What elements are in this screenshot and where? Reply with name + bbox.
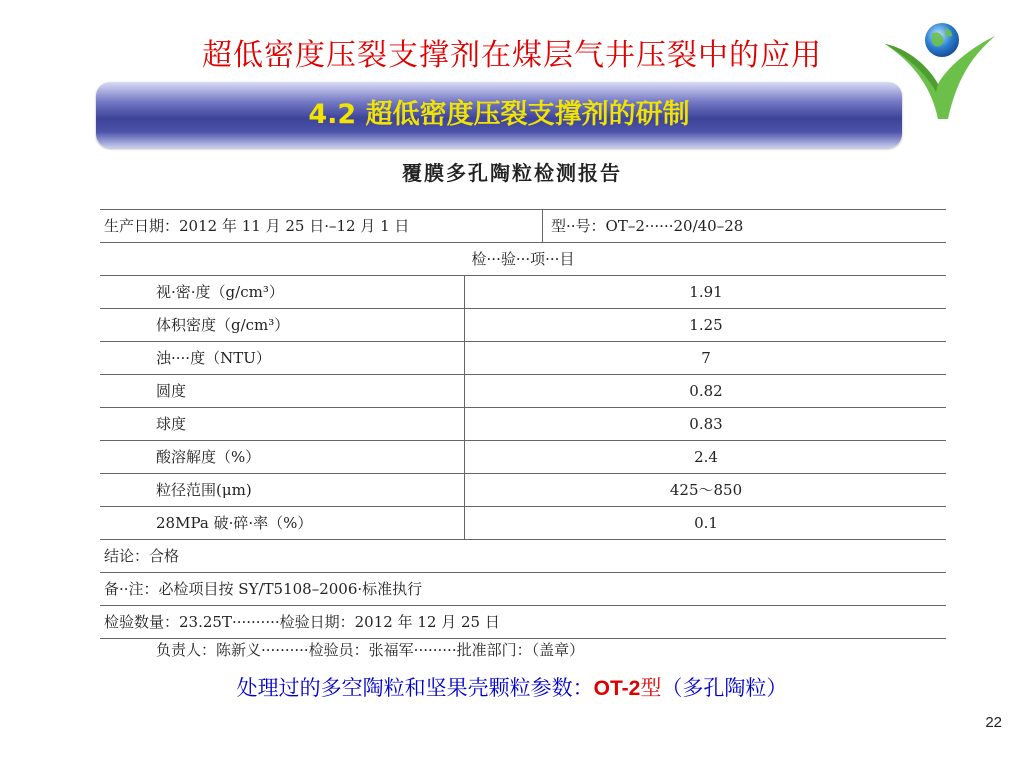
inspection-row bbox=[100, 605, 946, 639]
conclusion: 结论：合格 bbox=[104, 547, 180, 565]
report-title: 覆膜多孔陶粒检测报告 bbox=[402, 161, 622, 185]
page-number: 22 bbox=[985, 714, 1002, 731]
row-label: 圆度 bbox=[156, 382, 187, 400]
row-label: 浊····度（NTU） bbox=[156, 349, 271, 367]
items-header: 检···验···项···目 bbox=[471, 250, 575, 268]
table-row bbox=[100, 374, 946, 407]
model-number: 型··号：OT–2······20/40–28 bbox=[542, 210, 743, 242]
row-value: 0.83 bbox=[464, 408, 947, 440]
row-value: 0.82 bbox=[464, 375, 947, 407]
row-label: 球度 bbox=[156, 415, 187, 433]
caption-type: 型 bbox=[640, 676, 662, 700]
table-row bbox=[100, 473, 946, 506]
items-header-row bbox=[100, 242, 946, 275]
production-date: 生产日期：2012 年 11 月 25 日·–12 月 1 日 bbox=[104, 217, 410, 235]
section-banner bbox=[96, 82, 902, 148]
remarks-row bbox=[100, 572, 946, 605]
row-value: 7 bbox=[464, 342, 947, 374]
caption-suffix: （多孔陶粒） bbox=[661, 676, 788, 700]
table-row bbox=[100, 440, 946, 473]
row-value: 1.25 bbox=[464, 309, 947, 341]
slide-title: 超低密度压裂支撑剂在煤层气井压裂中的应用 bbox=[202, 38, 822, 73]
conclusion-row bbox=[100, 539, 946, 572]
row-label: 视·密·度（g/cm³） bbox=[156, 283, 284, 301]
table-row bbox=[100, 275, 946, 308]
caption-model: OT-2 bbox=[593, 677, 641, 700]
signers: 负责人：陈新义··········检验员：张福军·········批准部门：（盖章） bbox=[156, 641, 585, 659]
report-header-row bbox=[100, 209, 946, 242]
report-table bbox=[100, 209, 946, 665]
row-value: 1.91 bbox=[464, 276, 947, 308]
row-label: 体积密度（g/cm³） bbox=[156, 316, 290, 334]
remarks: 备··注：必检项目按 SY/T5108–2006·标准执行 bbox=[104, 580, 423, 598]
table-row bbox=[100, 341, 946, 374]
row-label: 粒径范围(μm) bbox=[156, 481, 252, 499]
inspection-info: 检验数量：23.25T··········检验日期：2012 年 12 月 25 日 bbox=[104, 613, 500, 631]
row-label: 28MPa 破·碎·率（%） bbox=[156, 514, 313, 532]
row-value: 0.1 bbox=[464, 507, 947, 539]
table-row bbox=[100, 407, 946, 440]
section-heading: 4.2 超低密度压裂支撑剂的研制 bbox=[308, 99, 690, 130]
table-row bbox=[100, 308, 946, 341]
row-label: 酸溶解度（%） bbox=[156, 448, 261, 466]
row-value: 2.4 bbox=[464, 441, 947, 473]
caption bbox=[0, 672, 1024, 702]
row-value: 425～850 bbox=[464, 474, 947, 506]
table-row bbox=[100, 506, 946, 539]
caption-prefix: 处理过的多空陶粒和坚果壳颗粒参数： bbox=[236, 676, 594, 700]
signers-row bbox=[100, 639, 946, 665]
